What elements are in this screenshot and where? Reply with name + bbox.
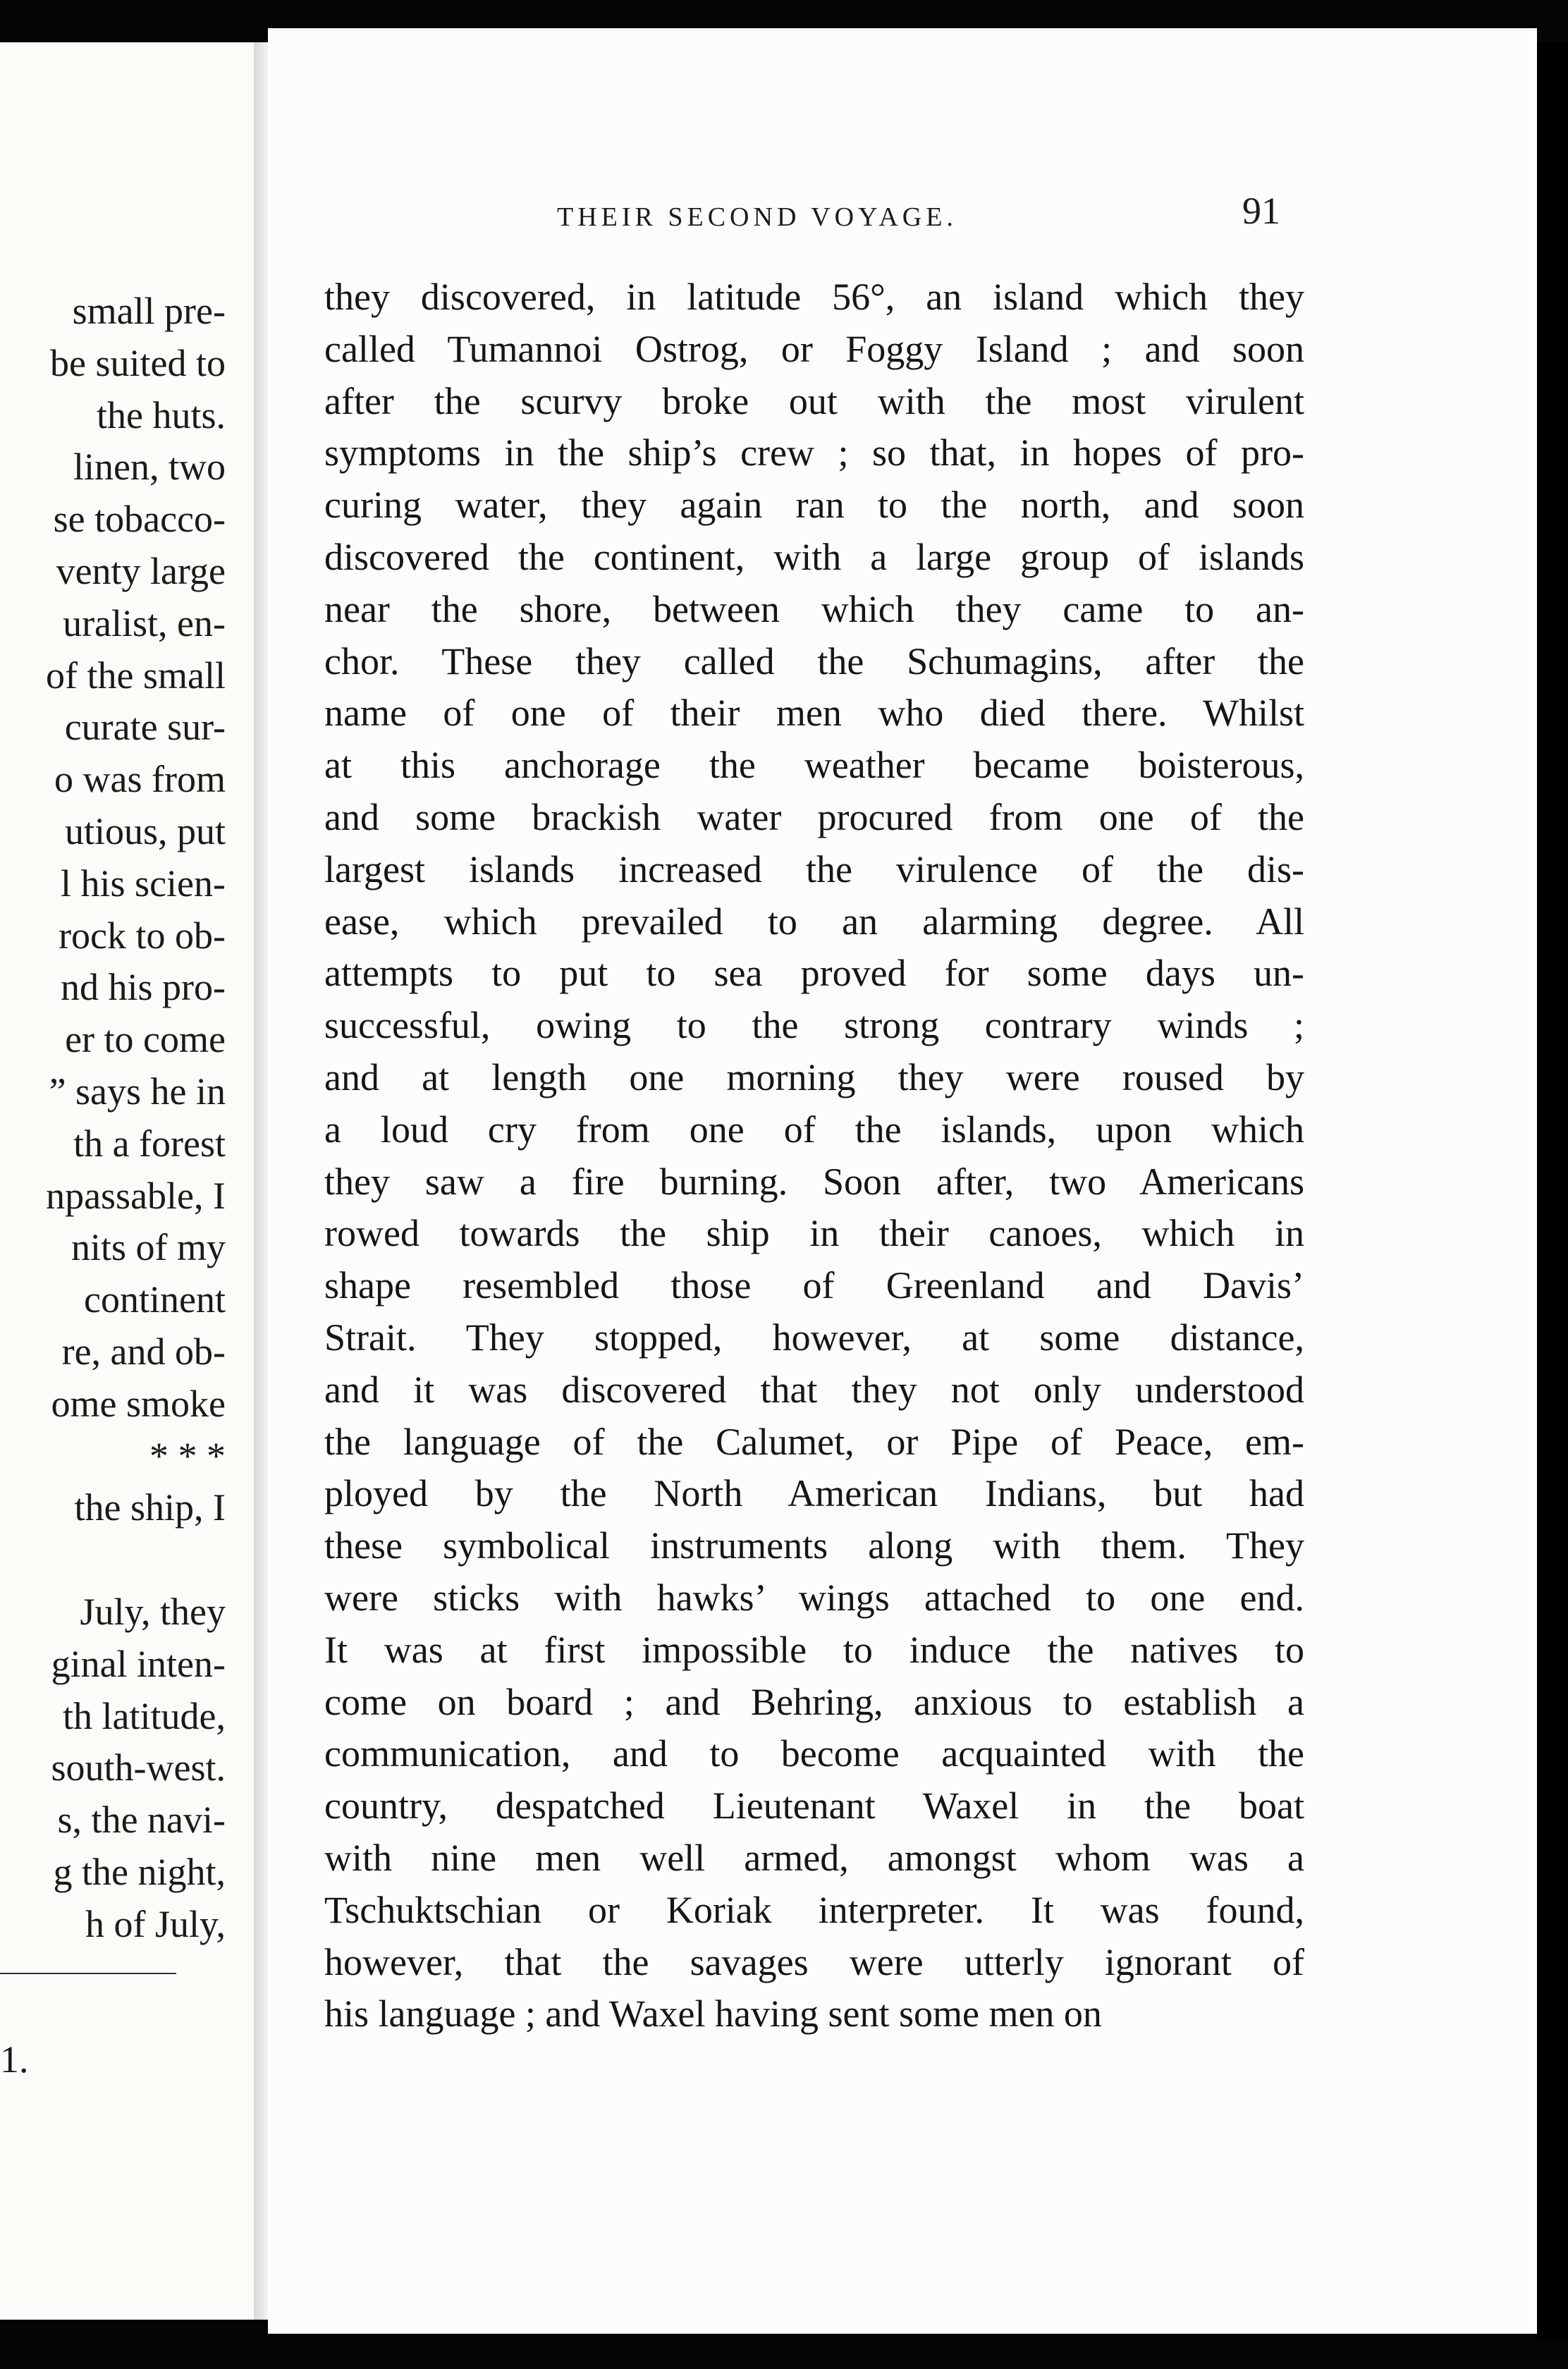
text-line: near the shore, between which they came to an- [324,587,1304,630]
left-page-line: th a forest [73,1122,226,1165]
left-page-line: July, they [80,1590,226,1633]
text-line: they discovered, in latitude 56°, an island which they [324,276,1304,318]
text-line: name of one of their men who died there. Whilst [324,692,1304,735]
text-line: country, despatched Lieutenant Waxel in the boat [324,1785,1304,1828]
text-line: discovered the continent, with a large group of islands [324,535,1304,578]
text-line: communication, and to become acquainted with the [324,1732,1304,1775]
left-page-line: south-west. [51,1746,226,1789]
left-page-line: the ship, I [74,1486,226,1529]
text-line: his language ; and Waxel having sent some men on [324,1992,1102,2036]
running-head: THEIR SECOND VOYAGE. [557,202,957,232]
text-line: ease, which prevailed to an alarming degree. All [324,900,1304,943]
text-line: a loud cry from one of the islands, upon which [324,1108,1304,1151]
left-page-line: er to come [65,1018,226,1061]
footnote-rule [0,1973,176,1974]
page-number: 91 [1242,190,1280,232]
text-line: Strait. They stopped, however, at some distance, [324,1316,1304,1359]
left-page-line: se tobacco- [53,498,226,541]
left-page-line: ome smoke [51,1382,226,1425]
left-page-line: h of July, [85,1902,226,1945]
text-line: and it was discovered that they not only understood [324,1368,1304,1411]
left-page [0,42,254,2320]
text-line: at this anchorage the weather became boisterous, [324,744,1304,787]
left-page-line: utious, put [64,809,226,852]
left-page-line: ginal inten- [51,1642,226,1685]
text-line: shape resembled those of Greenland and Davis’ [324,1264,1304,1307]
left-page-line: ” says he in [49,1070,226,1113]
left-page-line: nits of my [71,1226,226,1269]
text-line: ployed by the North American Indians, but had [324,1472,1304,1515]
left-page-line: th latitude, [63,1694,226,1737]
left-page-line: be suited to [50,341,226,384]
left-page-line: l his scien- [61,862,226,905]
text-line: chor. These they called the Schumagins, after the [324,639,1304,682]
left-page-line: linen, two [73,446,226,489]
left-page-line: venty large [56,549,226,592]
text-line: largest islands increased the virulence of the dis- [324,847,1304,890]
text-line: rowed towards the ship in their canoes, which in [324,1212,1304,1255]
right-page [268,28,1537,2334]
left-page-line: the huts. [97,393,226,436]
text-line: and at length one morning they were roused by [324,1055,1304,1098]
left-page-line: s, the navi- [57,1799,226,1842]
left-page-line: continent [84,1278,226,1321]
text-line: with nine men well armed, amongst whom was a [324,1836,1304,1879]
left-page-line [0,1534,226,1586]
text-line: were sticks with hawks’ wings attached to one end. [324,1576,1304,1619]
text-line: called Tumannoi Ostrog, or Foggy Island ; and soon [324,327,1304,370]
body-text [324,271,1304,2040]
text-line: the language of the Calumet, or Pipe of Peace, em- [324,1420,1304,1463]
text-line: and some brackish water procured from one of the [324,795,1304,838]
left-footnote: 1. [0,2038,29,2081]
left-page-line: * * * [149,1434,226,1477]
left-page-line: rock to ob- [59,914,226,957]
text-line: they saw a fire burning. Soon after, two Americans [324,1160,1304,1203]
left-page-line: of the small [46,654,226,697]
text-line: Tschuktschian or Koriak interpreter. It was found, [324,1888,1304,1931]
text-line: symptoms in the ship’s crew ; so that, in hopes of pro- [324,431,1304,475]
left-page-line: small pre- [72,290,226,332]
text-line: attempts to put to sea proved for some days un- [324,952,1304,995]
text-line: successful, owing to the strong contrary winds ; [324,1004,1304,1047]
scan-edge [1537,42,1568,2341]
left-page-line: re, and ob- [61,1330,226,1373]
book-gutter [254,42,268,2320]
text-line: these symbolical instruments along with them. They [324,1524,1304,1567]
text-line: It was at first impossible to induce the natives to [324,1628,1304,1671]
text-line: curing water, they again ran to the north, and soon [324,484,1304,527]
left-page-line: uralist, en- [63,601,226,644]
left-page-text [0,286,226,1951]
left-page-line: g the night, [53,1850,226,1893]
text-line: however, that the savages were utterly ignorant of [324,1940,1304,1983]
left-page-line: npassable, I [46,1174,226,1217]
left-page-line: curate sur- [64,706,226,749]
text-line: after the scurvy broke out with the most virulent [324,379,1304,422]
text-line: come on board ; and Behring, anxious to establish a [324,1680,1304,1723]
left-page-line: nd his pro- [61,966,226,1009]
left-page-line: o was from [54,758,226,801]
